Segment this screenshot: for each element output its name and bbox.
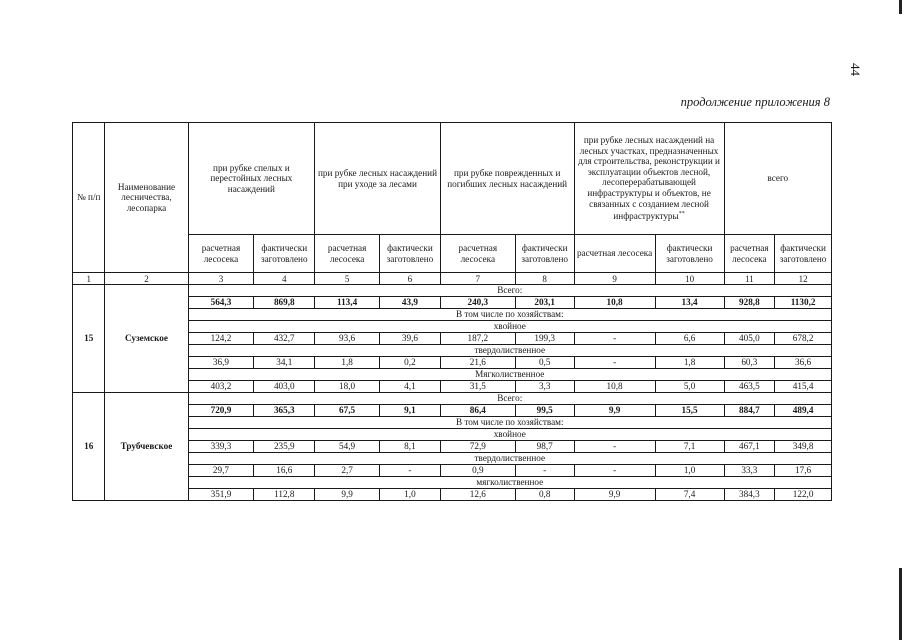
column-number: 11	[724, 273, 775, 285]
column-number: 2	[105, 273, 188, 285]
table-cell: 467,1	[724, 441, 775, 453]
table-cell: 1,0	[380, 489, 441, 501]
column-number: 5	[315, 273, 380, 285]
column-number: 9	[574, 273, 655, 285]
table-cell: 235,9	[254, 441, 315, 453]
table-cell: 54,9	[315, 441, 380, 453]
column-number: 7	[440, 273, 515, 285]
total-heading-row	[73, 393, 832, 405]
table-cell: 564,3	[188, 297, 254, 309]
table-cell: 187,2	[440, 333, 515, 345]
table-cell: 10,8	[574, 381, 655, 393]
table-cell: 15,5	[655, 405, 724, 417]
table-cell: 99,5	[515, 405, 574, 417]
table-cell: 36,9	[188, 357, 254, 369]
forestry-number: 16	[73, 393, 105, 501]
table-cell: -	[380, 465, 441, 477]
table-cell: 10,8	[574, 297, 655, 309]
table-cell: 124,2	[188, 333, 254, 345]
table-cell: 113,4	[315, 297, 380, 309]
total-heading-label: Всего:	[188, 285, 831, 297]
table-cell: 0,2	[380, 357, 441, 369]
column-number: 12	[775, 273, 832, 285]
table-cell: 93,6	[315, 333, 380, 345]
subheader-actual: фактически заготовлено	[655, 235, 724, 273]
column-number: 8	[515, 273, 574, 285]
table-cell: -	[574, 441, 655, 453]
table-cell: 351,9	[188, 489, 254, 501]
header-col-name: Наименование лесничества, лесопарка	[105, 123, 188, 273]
table-body	[73, 285, 832, 501]
forestry-name: Трубчевское	[105, 393, 188, 501]
subheader-actual: фактически заготовлено	[515, 235, 574, 273]
table-cell: 678,2	[775, 333, 832, 345]
table-cell: 415,4	[775, 381, 832, 393]
table-cell: 0,9	[440, 465, 515, 477]
continuation-caption: продолжение приложения 8	[680, 95, 830, 109]
subheader-planned: расчетная лесосека	[724, 235, 775, 273]
table-cell: 39,6	[380, 333, 441, 345]
table-cell: 36,6	[775, 357, 832, 369]
table-cell: 884,7	[724, 405, 775, 417]
table-cell: -	[574, 465, 655, 477]
table-cell: 1,8	[315, 357, 380, 369]
table-cell: 34,1	[254, 357, 315, 369]
table-cell: 2,7	[315, 465, 380, 477]
softwood-heading-label: мягколиственное	[188, 477, 831, 489]
table-cell: 405,0	[724, 333, 775, 345]
table-cell: 365,3	[254, 405, 315, 417]
table-cell: 18,0	[315, 381, 380, 393]
scan-edge-mark-bottom	[899, 568, 902, 640]
table-cell: 7,4	[655, 489, 724, 501]
total-heading-row	[73, 285, 832, 297]
breakdown-heading-label: В том числе по хозяйствам:	[188, 309, 831, 321]
subheader-planned: расчетная лесосека	[315, 235, 380, 273]
table-cell: 432,7	[254, 333, 315, 345]
table-cell: 384,3	[724, 489, 775, 501]
subheader-planned: расчетная лесосека	[188, 235, 254, 273]
column-number: 3	[188, 273, 254, 285]
table-cell: 86,4	[440, 405, 515, 417]
conifer-heading-label: хвойное	[188, 429, 831, 441]
table-cell: 43,9	[380, 297, 441, 309]
table-cell: 928,8	[724, 297, 775, 309]
scan-edge-mark-top	[899, 0, 902, 14]
subheader-actual: фактически заготовлено	[380, 235, 441, 273]
table-cell: 8,1	[380, 441, 441, 453]
table-cell: 112,8	[254, 489, 315, 501]
table-cell: 0,8	[515, 489, 574, 501]
table-cell: 720,9	[188, 405, 254, 417]
table-cell: 6,6	[655, 333, 724, 345]
header-group-damaged: при рубке поврежденных и погибших лесных насаждений	[440, 123, 574, 235]
table-cell: 1,0	[655, 465, 724, 477]
column-number: 6	[380, 273, 441, 285]
table-cell: 349,8	[775, 441, 832, 453]
table-cell: 12,6	[440, 489, 515, 501]
table-cell: 4,1	[380, 381, 441, 393]
table-cell: 463,5	[724, 381, 775, 393]
table-cell: 3,3	[515, 381, 574, 393]
table-cell: 60,3	[724, 357, 775, 369]
table-cell: 72,9	[440, 441, 515, 453]
header-col-no: № п/п	[73, 123, 105, 273]
forestry-name: Суземское	[105, 285, 188, 393]
table-cell: 203,1	[515, 297, 574, 309]
table-cell: 240,3	[440, 297, 515, 309]
table-cell: 403,2	[188, 381, 254, 393]
page-number: 44	[848, 63, 863, 76]
subheader-planned: расчетная лесосека	[574, 235, 655, 273]
conifer-heading-label: хвойное	[188, 321, 831, 333]
subheader-planned: расчетная лесосека	[440, 235, 515, 273]
table-cell: 29,7	[188, 465, 254, 477]
subheader-actual: фактически заготовлено	[254, 235, 315, 273]
table-cell: -	[515, 465, 574, 477]
header-group-infrastructure	[574, 123, 724, 235]
table-cell: 122,0	[775, 489, 832, 501]
table-cell: 31,5	[440, 381, 515, 393]
header-row-groups	[73, 123, 832, 235]
column-number: 1	[73, 273, 105, 285]
table-cell: 9,9	[315, 489, 380, 501]
column-number-row	[73, 273, 832, 285]
column-number: 10	[655, 273, 724, 285]
timber-harvest-table	[72, 122, 832, 501]
total-heading-label: Всего:	[188, 393, 831, 405]
footnote-marker: **	[678, 211, 685, 218]
table-cell: 5,0	[655, 381, 724, 393]
table-cell: 17,6	[775, 465, 832, 477]
softwood-heading-label: Мягколиственное	[188, 369, 831, 381]
table-cell: 403,0	[254, 381, 315, 393]
column-number: 4	[254, 273, 315, 285]
table-cell: 339,3	[188, 441, 254, 453]
table-cell: 869,8	[254, 297, 315, 309]
header-group-total: всего	[724, 123, 831, 235]
table-cell: 33,3	[724, 465, 775, 477]
hardwood-heading-label: твердолиственное	[188, 345, 831, 357]
header-group-care: при рубке лесных насаждений при уходе за лесами	[315, 123, 441, 235]
table-cell: 9,1	[380, 405, 441, 417]
forestry-number: 15	[73, 285, 105, 393]
table-cell: 199,3	[515, 333, 574, 345]
table-cell: 0,5	[515, 357, 574, 369]
table-cell: 9,9	[574, 489, 655, 501]
hardwood-heading-label: твердолиственное	[188, 453, 831, 465]
table-cell: 1130,2	[775, 297, 832, 309]
header-group-infrastructure-text: при рубке лесных насаждений на лесных участках, предназначенных для строительства, реконструкции и эксплуатации объектов лесной, лесоперерабатывающей инфраструктуры и объектов, не связанных с созданием лесной инфраструктуры	[578, 135, 720, 222]
subheader-actual: фактически заготовлено	[775, 235, 832, 273]
table-cell: 67,5	[315, 405, 380, 417]
table-cell: -	[574, 333, 655, 345]
table-cell: 16,6	[254, 465, 315, 477]
table-cell: -	[574, 357, 655, 369]
table-cell: 1,8	[655, 357, 724, 369]
table-cell: 489,4	[775, 405, 832, 417]
table-cell: 9,9	[574, 405, 655, 417]
table-cell: 7,1	[655, 441, 724, 453]
table-cell: 98,7	[515, 441, 574, 453]
header-group-mature: при рубке спелых и перестойных лесных насаждений	[188, 123, 315, 235]
table-cell: 13,4	[655, 297, 724, 309]
table-cell: 21,6	[440, 357, 515, 369]
breakdown-heading-label: В том числе по хозяйствам:	[188, 417, 831, 429]
